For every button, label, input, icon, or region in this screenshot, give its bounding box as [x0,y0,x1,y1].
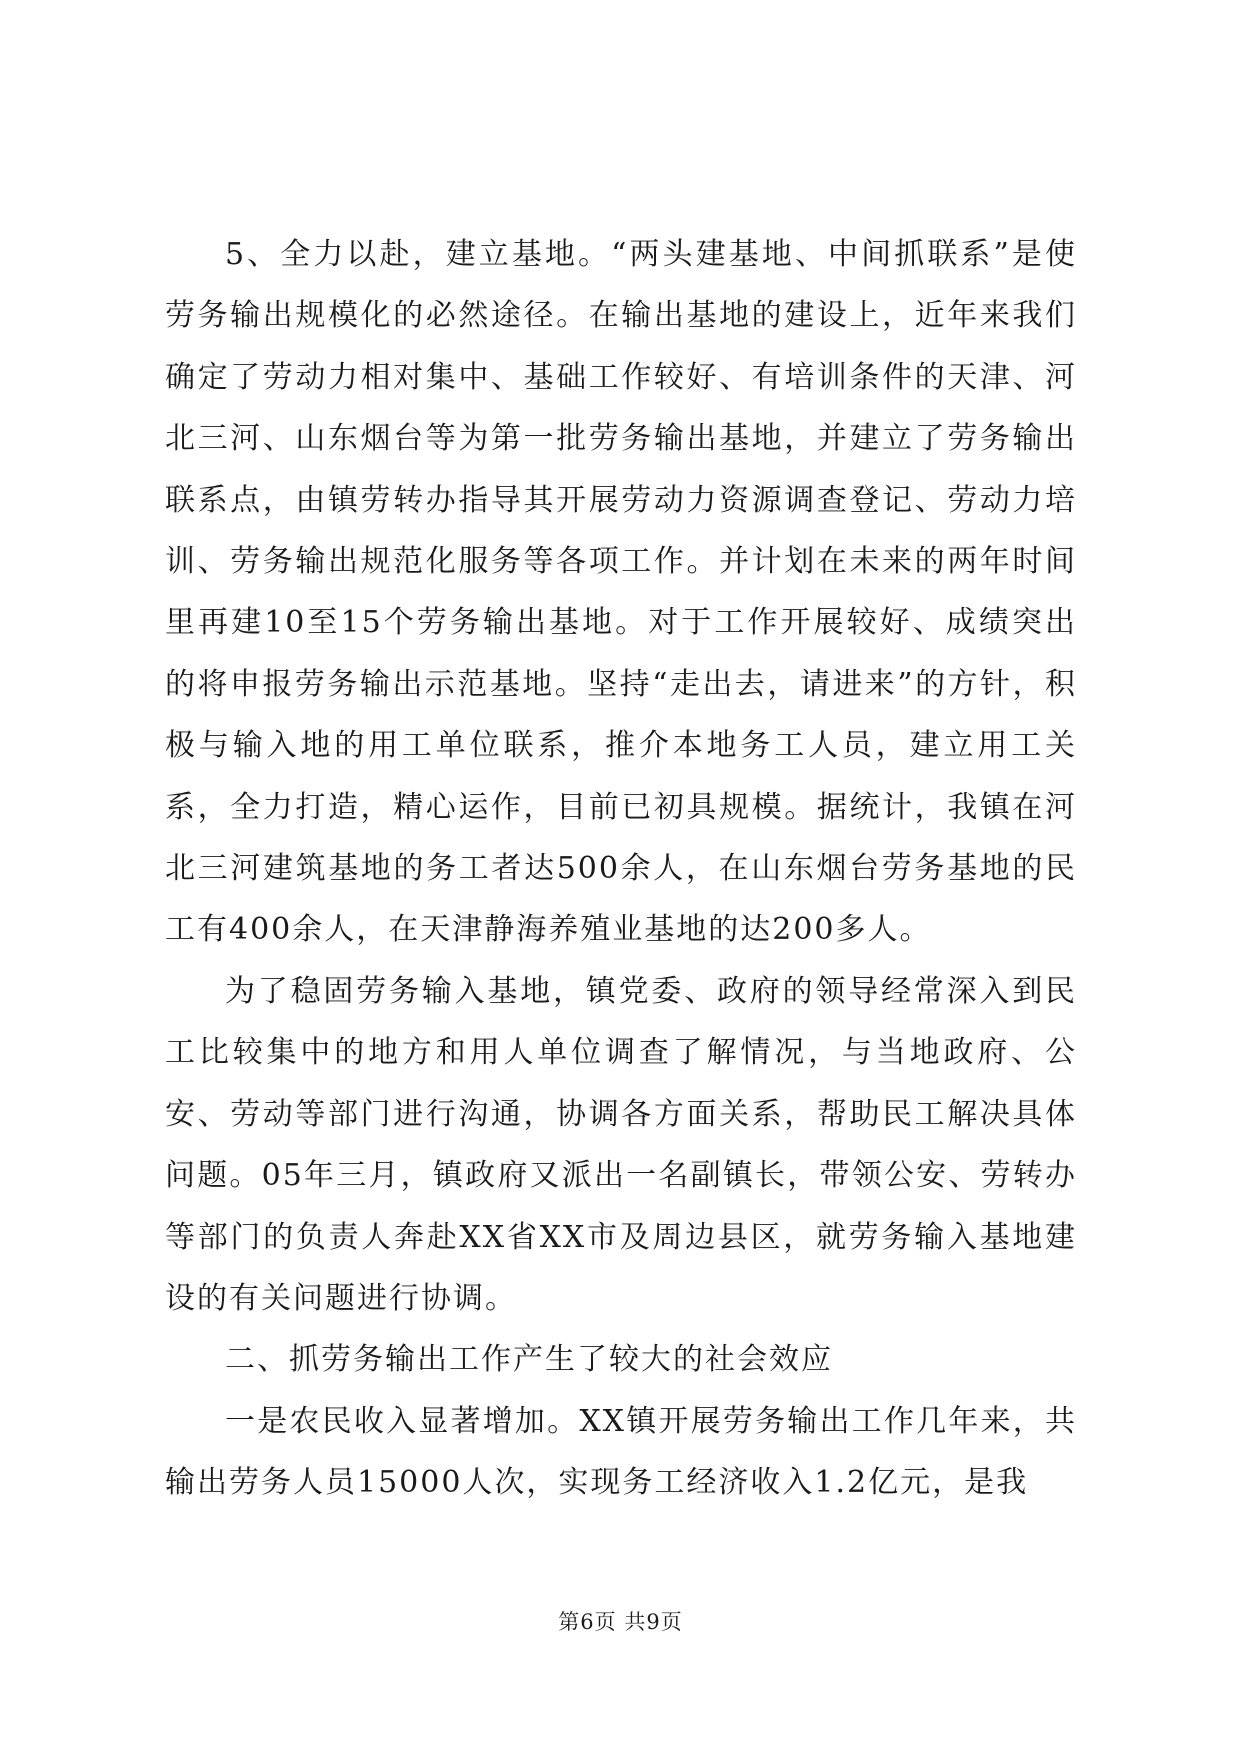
paragraph-base-stabilizing: 为了稳固劳务输入基地，镇党委、政府的领导经常深入到民工比较集中的地方和用人单位调查了解情况，与当地政府、公安、劳动等部门进行沟通，协调各方面关系，帮助民工解决具体问题。05年三月，镇政府又派出一名副镇长，带领公安、劳转办等部门的负责人奔赴XX省XX市及周边县区，就劳务输入基地建设的有关问题进行协调。 [165,973,1077,1316]
section-heading-social-effect: 二、抓劳务输出工作产生了较大的社会效应 [225,1342,833,1378]
paragraph-income-increase: 一是农民收入显著增加。XX镇开展劳务输出工作几年来，共输出劳务人员15000人次，实现务工经济收入1.2亿元，是我 [165,1403,1077,1501]
paragraph-base-building: 5、全力以赴，建立基地。“两头建基地、中间抓联系”是使劳务输出规模化的必然途径。在输出基地的建设上，近年来我们确定了劳动力相对集中、基础工作较好、有培训条件的天津、河北三河、山东烟台等为第一批劳务输出基地，并建立了劳务输出联系点，由镇劳转办指导其开展劳动力资源调查登记、劳动力培训、劳务输出规范化服务等各项工作。并计划在未来的两年时间里再建10至15个劳务输出基地。对于工作开展较好、成绩突出的将申报劳务输出示范基地。坚持“走出去，请进来”的方针，积极与输入地的用工单位联系，推介本地务工人员，建立用工关系，全力打造，精心运作，目前已初具规模。据统计，我镇在河北三河建筑基地的务工者达500余人，在山东烟台劳务基地的民工有400余人，在天津静海养殖业基地的达200多人。 [165,237,1077,948]
document-body [165,224,1077,1514]
page-number-footer: 第6页 共9页 [558,1610,683,1634]
